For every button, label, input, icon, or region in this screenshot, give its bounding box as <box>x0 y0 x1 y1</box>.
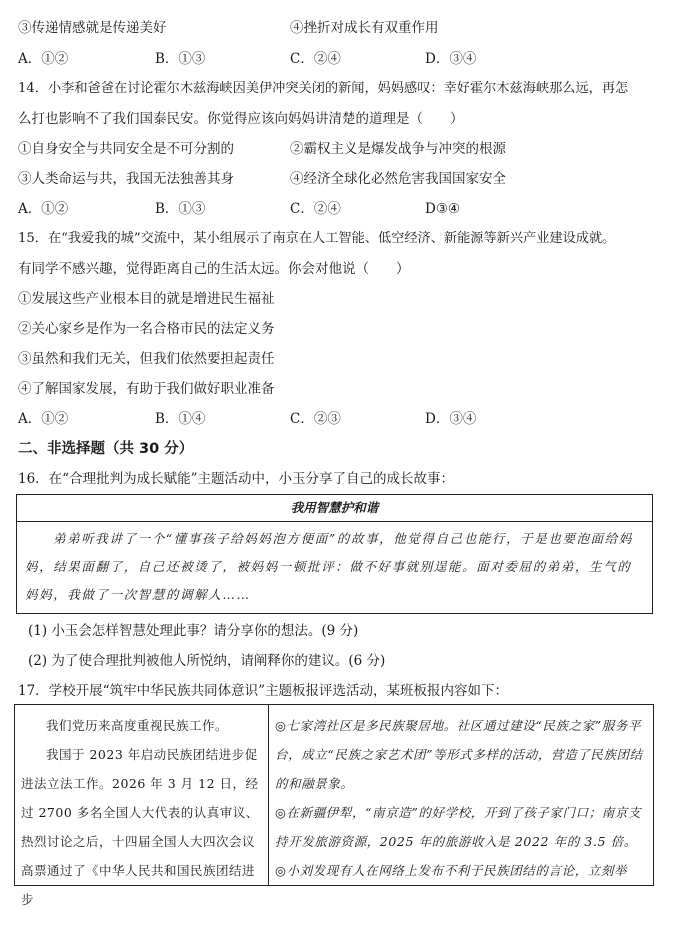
q14-item1: ①自身安全与共同安全是不可分割的 <box>18 141 234 157</box>
board-right-p2: ◎在新疆伊犁，“南京造”的好学校，开到了孩子家门口；南京支持开发旅游资源，2025 年的旅游收入是 2022 年的 3.5 倍。 <box>275 805 642 849</box>
story-body <box>25 525 645 609</box>
q15-stem-line2: 有同学不感兴趣，觉得距离自己的生活太远。你会对他说（ ） <box>18 261 410 277</box>
q13-option-d: D．③④ <box>425 51 477 67</box>
q14-item2: ②霸权主义是爆发战争与冲突的根源 <box>290 141 506 157</box>
q13-option-c: C．②④ <box>290 51 341 67</box>
q14-stem-line1: 14．小李和爸爸在讨论霍尔木兹海峡因美伊冲突关闭的新闻，妈妈感叹：幸好霍尔木兹海峡那么远，再怎 <box>18 81 629 96</box>
q13-option-b: B．①③ <box>155 51 206 67</box>
q14-option-c: C．②④ <box>290 201 341 217</box>
board-right-p1: ◎七家湾社区是多民族聚居地。社区通过建设“民族之家”服务平台，成立“民族之家艺术团”等形式多样的活动，营造了民族团结的和融景象。 <box>275 718 643 791</box>
q14-option-d: D③④ <box>425 201 461 217</box>
story-box <box>16 494 653 614</box>
q15-option-a: A．①② <box>18 411 69 427</box>
q14-option-b: B．①③ <box>155 201 206 217</box>
q15-stem-line1: 15．在“我爱我的城”交流中，某小组展示了南京在人工智能、低空经济、新能源等新兴产业建设成就。 <box>18 231 616 246</box>
q17-stem: 17．学校开展“筑牢中华民族共同体意识”主题板报评选活动，某班板报内容如下： <box>18 683 508 699</box>
q16-stem: 16．在“合理批判为成长赋能”主题活动中，小玉分享了自己的成长故事： <box>18 471 454 487</box>
q16-sub1: (1) 小玉会怎样智慧处理此事？请分享你的想法。(9 分) <box>28 623 359 639</box>
board-left-column <box>21 711 263 914</box>
q14-stem-line2: 么打也影响不了我们国泰民安。你觉得应该向妈妈讲清楚的道理是（ ） <box>18 111 464 127</box>
board-left-p2: 我国于 2023 年启动民族团结进步促进法立法工作。2026 年 3 月 12 日，经过 2700 多名全国人大代表的认真审议、热烈讨论之后，十四届全国人大四次会议高票通过了《中华人民共和国民族团结进步 <box>21 747 259 907</box>
story-text: 弟弟听我讲了一个“懂事孩子给妈妈泡方便面”的故事，他觉得自己也能行，于是也要泡面给妈妈，结果面翻了，自己还被烫了，被妈妈一顿批评：做不好事就别逞能。面对委屈的弟弟，生气的妈妈，我做了一次智慧的调解人…… <box>25 531 633 602</box>
q15-option-d: D．③④ <box>425 411 477 427</box>
q13-option-a: A．①② <box>18 51 69 67</box>
q13-item4: ④挫折对成长有双重作用 <box>290 20 439 36</box>
board-table <box>14 704 654 907</box>
q15-item1: ①发展这些产业根本目的就是增进民生福祉 <box>18 291 275 307</box>
q13-item3: ③传递情感就是传递美好 <box>18 20 167 36</box>
q15-item4: ④了解国家发展，有助于我们做好职业准备 <box>18 381 275 397</box>
section-title: 二、非选择题（共 30 分） <box>18 441 194 457</box>
board-left-p1: 我们党历来高度重视民族工作。 <box>46 718 229 733</box>
board-right-p3: ◎小刘发现有人在网络上发布不利于民族团结的言论，立刻举 <box>275 863 628 878</box>
q15-item3: ③虽然和我们无关，但我们依然要担起责任 <box>18 351 275 367</box>
q15-item2: ②关心家乡是作为一名合格市民的法定义务 <box>18 321 275 337</box>
q16-sub2: (2) 为了使合理批判被他人所悦纳，请阐释你的建议。(6 分) <box>28 653 386 669</box>
q14-option-a: A．①② <box>18 201 69 217</box>
q14-item3: ③人类命运与共，我国无法独善其身 <box>18 171 234 187</box>
board-right-column <box>275 711 649 885</box>
q14-item4: ④经济全球化必然危害我国国家安全 <box>290 171 506 187</box>
q15-option-b: B．①④ <box>155 411 206 427</box>
story-title: 我用智慧护和谐 <box>17 495 652 522</box>
q15-option-c: C．②③ <box>290 411 341 427</box>
board-divider <box>268 705 269 885</box>
